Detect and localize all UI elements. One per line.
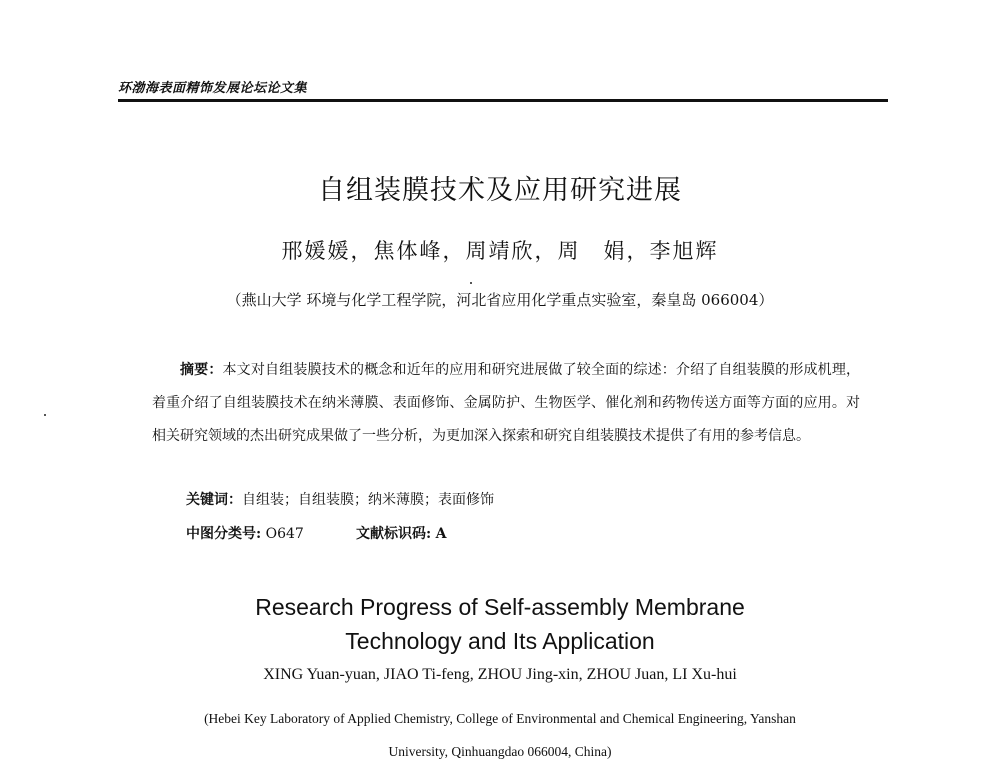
english-authors: XING Yuan-yuan, JIAO Ti-feng, ZHOU Jing-xin, ZHOU Juan, LI Xu-hui	[263, 666, 737, 683]
scan-speck	[44, 414, 46, 416]
classification-value: O647	[265, 526, 304, 542]
english-affiliation-line-1: (Hebei Key Laboratory of Applied Chemistry, College of Environmental and Chemical Engineering, Yanshan	[204, 711, 796, 726]
scan-speck	[470, 282, 472, 284]
english-title	[0, 590, 1000, 658]
running-header: 环渤海表面精饰发展论坛论文集	[118, 81, 308, 96]
abstract-label: 摘要：	[180, 362, 223, 378]
english-affiliation	[0, 702, 1000, 768]
header-rule	[118, 99, 888, 102]
english-title-line-2: Technology and Its Application	[345, 628, 655, 654]
abstract-text: 本文对自组装膜技术的概念和近年的应用和研究进展做了较全面的综述：介绍了自组装膜的形成机理，着重介绍了自组装膜技术在纳米薄膜、表面修饰、金属防护、生物医学、催化剂和药物传送方面等方面的应用。对相关研究领域的杰出研究成果做了一些分析，为更加深入探索和研究自组装膜技术提供了有用的参考信息。	[152, 362, 861, 444]
classification-label: 中图分类号:	[186, 526, 262, 542]
chinese-affiliation: （燕山大学 环境与化学工程学院，河北省应用化学重点实验室，秦皇岛 066004）	[226, 291, 774, 309]
english-title-line-1: Research Progress of Self-assembly Membrane	[255, 594, 745, 620]
document-code-label: 文献标识码:	[356, 526, 432, 542]
chinese-title: 自组装膜技术及应用研究进展	[318, 175, 682, 206]
classification	[186, 523, 586, 543]
chinese-authors: 邢媛媛，焦体峰，周靖欣，周 娟，李旭辉	[281, 239, 719, 263]
abstract	[152, 354, 860, 453]
document-code-value: A	[435, 526, 447, 542]
keywords-label: 关键词：	[186, 492, 242, 508]
keywords	[186, 489, 494, 509]
english-affiliation-line-2: University, Qinhuangdao 066004, China)	[388, 744, 612, 759]
document-code	[356, 523, 447, 543]
keywords-text: 自组装；自组装膜；纳米薄膜；表面修饰	[242, 492, 494, 508]
